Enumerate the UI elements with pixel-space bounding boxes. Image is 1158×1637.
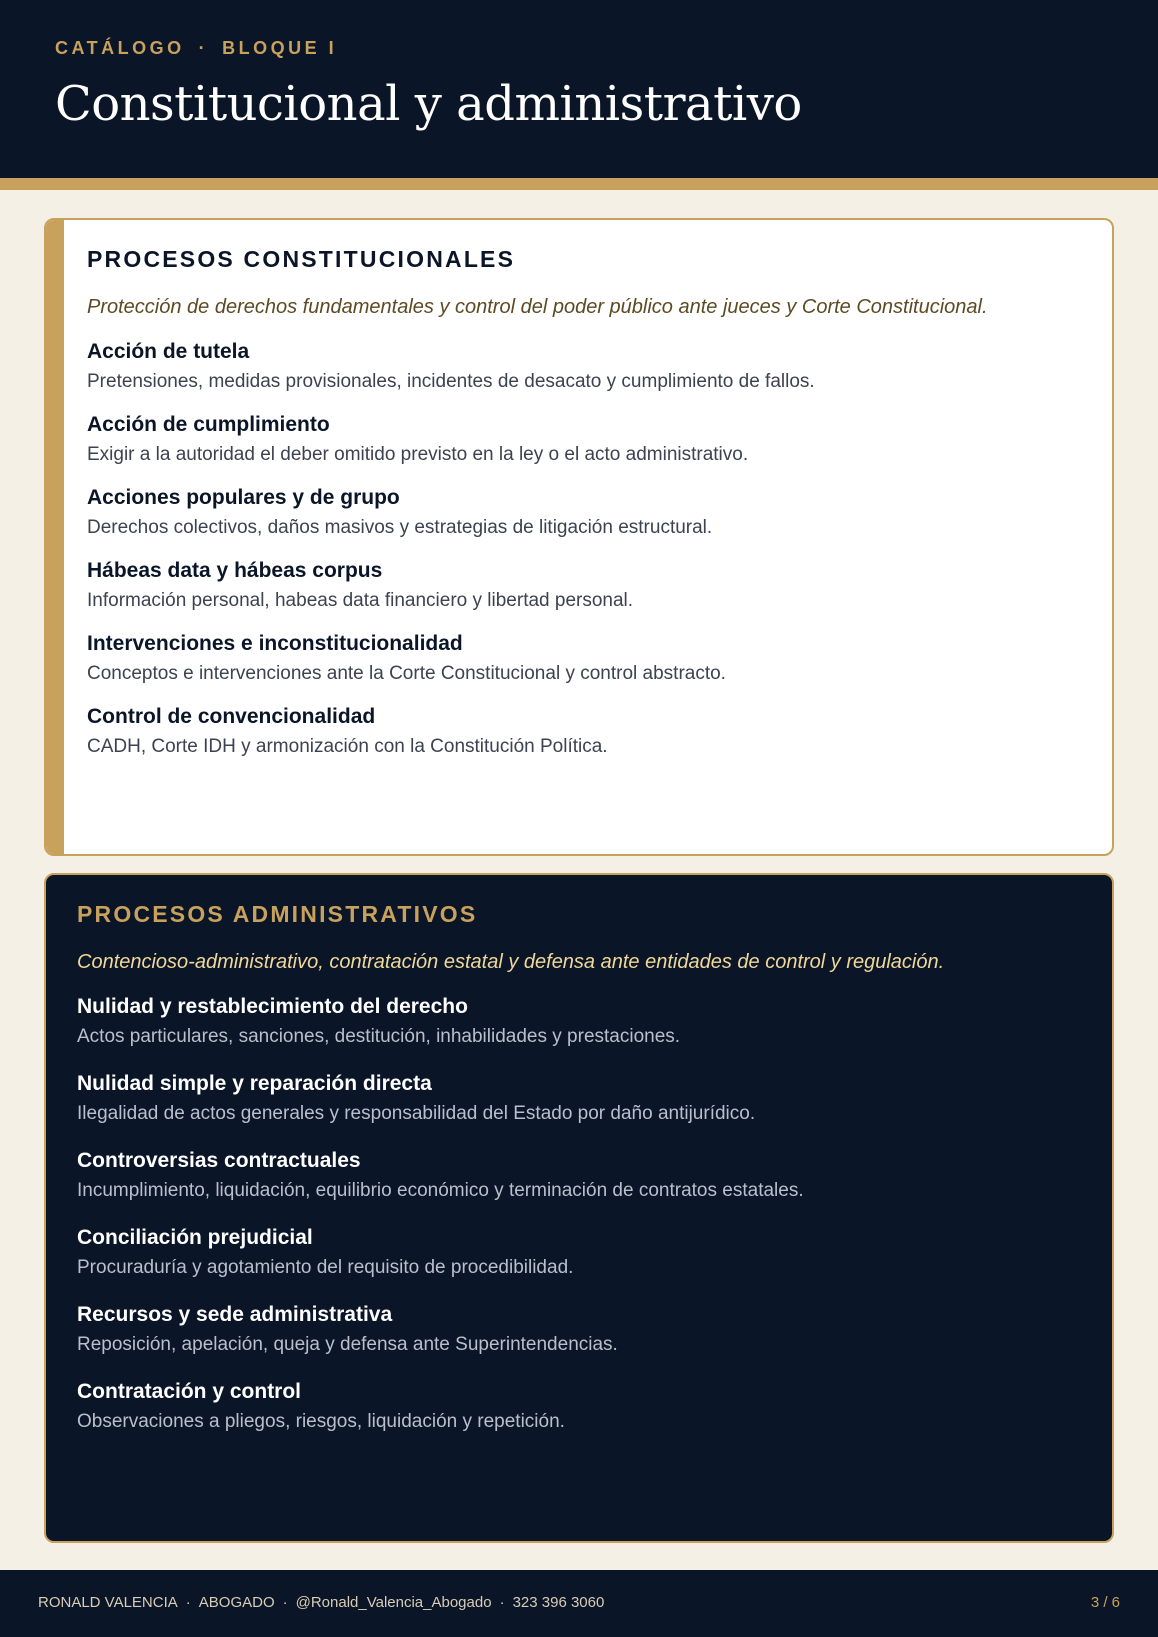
footer-name: RONALD VALENCIA: [38, 1594, 178, 1611]
list-item: [77, 1224, 1097, 1281]
section-title: PROCESOS ADMINISTRATIVOS: [77, 901, 478, 927]
item-title: Nulidad y restablecimiento del derecho: [77, 995, 468, 1018]
item-title: Control de convencionalidad: [87, 704, 376, 728]
item-title: Contratación y control: [77, 1379, 302, 1403]
footer-separator: ·: [185, 1594, 191, 1611]
item-title: Acción de cumplimiento: [87, 412, 330, 436]
item-description: Observaciones a pliegos, riesgos, liquidación y repetición.: [77, 1411, 565, 1433]
page-title: Constitucional y administrativo: [55, 76, 802, 132]
administrative-processes-card: [44, 873, 1114, 1543]
page-header: [0, 0, 1158, 178]
item-description: Conceptos e intervenciones ante la Corte Constitucional y control abstracto.: [87, 663, 726, 685]
section-title: PROCESOS CONSTITUCIONALES: [87, 246, 516, 272]
item-description: Derechos colectivos, daños masivos y estrategias de litigación estructural.: [87, 517, 713, 539]
list-item: [87, 703, 1097, 760]
item-description: Procuraduría y agotamiento del requisito de procedibilidad.: [77, 1257, 574, 1279]
list-item: [77, 1378, 1097, 1435]
eyebrow-separator: ·: [198, 38, 209, 58]
item-title: Acción de tutela: [87, 340, 250, 363]
footer-phone: 323 396 3060: [512, 1594, 605, 1611]
list-item: [77, 1070, 1097, 1127]
item-description: Pretensiones, medidas provisionales, incidentes de desacato y cumplimiento de fallos.: [87, 371, 815, 393]
footer-separator: ·: [499, 1594, 505, 1611]
eyebrow-block: BLOQUE I: [222, 38, 338, 58]
eyebrow-catalog: CATÁLOGO: [55, 38, 185, 58]
item-description: Exigir a la autoridad el deber omitido previsto en la ley o el acto administrativo.: [87, 444, 749, 466]
eyebrow: [55, 38, 337, 59]
footer-separator: ·: [282, 1594, 288, 1611]
footer-role: ABOGADO: [198, 1594, 275, 1611]
item-description: Actos particulares, sanciones, destitución, inhabilidades y prestaciones.: [77, 1026, 681, 1048]
page-number: 3 / 6: [1090, 1594, 1120, 1611]
item-title: Hábeas data y hábeas corpus: [87, 558, 383, 582]
item-title: Intervenciones e inconstitucionalidad: [87, 631, 463, 655]
section-subtitle: Protección de derechos fundamentales y control del poder público ante jueces y Corte Constitucional.: [87, 296, 988, 318]
item-description: Ilegalidad de actos generales y responsabilidad del Estado por daño antijurídico.: [77, 1103, 756, 1125]
item-title: Recursos y sede administrativa: [77, 1302, 393, 1326]
list-item: [87, 338, 1097, 395]
section-subtitle: Contencioso-administrativo, contratación estatal y defensa ante entidades de control y regulación.: [77, 951, 945, 973]
item-list: [87, 338, 1097, 760]
header-divider: [0, 178, 1158, 190]
constitutional-processes-card: [44, 218, 1114, 856]
list-item: [87, 557, 1097, 614]
footer-handle: @Ronald_Valencia_Abogado: [295, 1594, 492, 1611]
item-list: [77, 993, 1097, 1435]
item-description: Reposición, apelación, queja y defensa ante Superintendencias.: [77, 1334, 618, 1356]
list-item: [77, 1147, 1097, 1204]
list-item: [87, 411, 1097, 468]
item-title: Nulidad simple y reparación directa: [77, 1071, 432, 1095]
item-description: Incumplimiento, liquidación, equilibrio económico y terminación de contratos estatales.: [77, 1180, 804, 1202]
item-description: CADH, Corte IDH y armonización con la Constitución Política.: [87, 736, 608, 758]
footer-contact: [38, 1594, 604, 1611]
list-item: [77, 993, 1097, 1050]
item-title: Conciliación prejudicial: [77, 1225, 313, 1249]
item-title: Controversias contractuales: [77, 1148, 361, 1172]
page-footer: [0, 1570, 1158, 1637]
item-description: Información personal, habeas data financiero y libertad personal.: [87, 590, 634, 612]
list-item: [87, 484, 1097, 541]
list-item: [77, 1301, 1097, 1358]
item-title: Acciones populares y de grupo: [87, 485, 400, 509]
accent-bar: [46, 220, 64, 854]
list-item: [87, 630, 1097, 687]
